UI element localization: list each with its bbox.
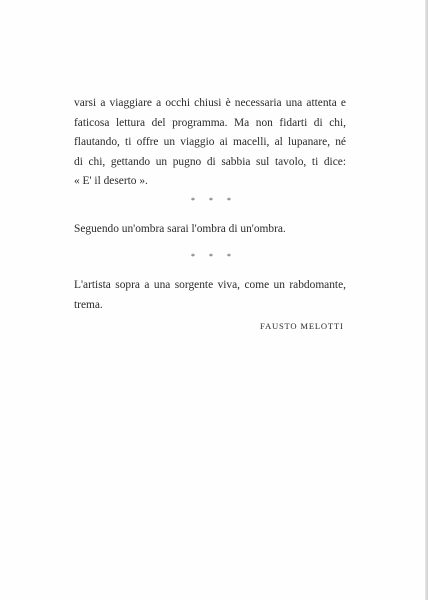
author-signature: FAUSTO MELOTTI <box>260 321 344 331</box>
paragraph-2-line: Seguendo un'ombra sarai l'ombra di un'ombra. <box>74 223 286 235</box>
paragraph-1-line: « E' il deserto ». <box>74 175 148 188</box>
paragraph-1-line: di chi, gettando un pugno di sabbia sul tavolo, ti dice: <box>74 155 346 168</box>
paragraph-1-line: flautando, ti offre un viaggio ai macelli, al lupanare, né <box>74 136 346 149</box>
paragraph-3-line: trema. <box>74 298 103 311</box>
paragraph-1-line: varsi a viaggiare a occhi chiusi è necessaria una attenta e <box>74 97 346 109</box>
paragraph-1 <box>74 94 346 192</box>
section-separator-2: * * * <box>191 252 237 261</box>
paragraph-3 <box>74 276 346 315</box>
paragraph-2 <box>74 220 346 240</box>
section-separator-1: * * * <box>191 196 237 205</box>
paragraph-1-line: faticosa lettura del programma. Ma non fidarti di chi, <box>74 116 346 129</box>
paragraph-3-line: L'artista sopra a una sorgente viva, come un rabdomante, <box>74 279 346 291</box>
